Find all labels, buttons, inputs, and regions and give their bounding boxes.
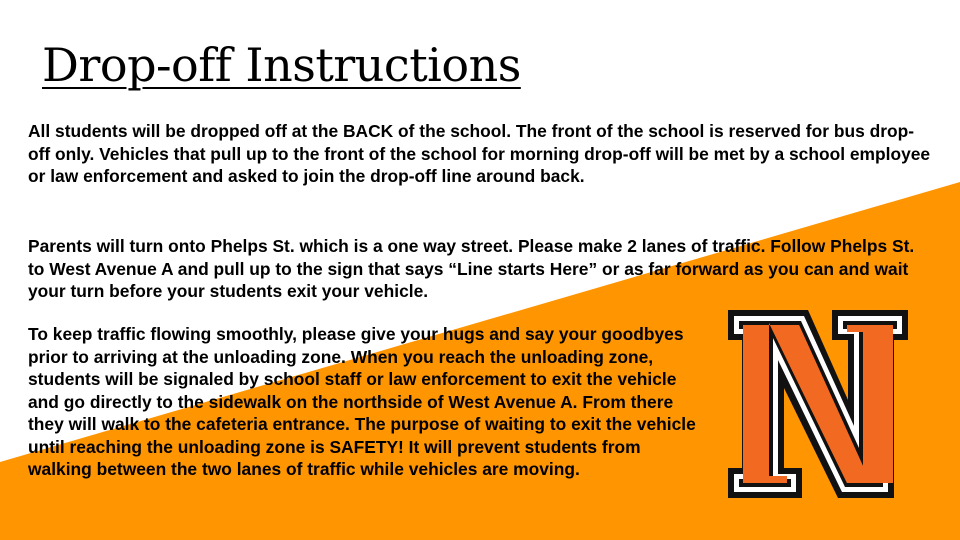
school-n-logo-icon (728, 310, 908, 498)
paragraph-back-of-school: All students will be dropped off at the BACK of the school. The front of the school is reserved for bus drop-off only. Vehicles that pull up to the front of the school for morning drop-off will be met by a school employee or law enforcement and asked to join the drop-off line around back. (28, 121, 931, 186)
paragraph-unloading-zone: To keep traffic flowing smoothly, please give your hugs and say your goodbyes prior to arriving at the unloading zone. When you reach the unloading zone, students will be signaled by school staff or law enforcement to exit the vehicle and go directly to the sidewalk on the northside of West Avenue A. From there they will walk to the cafeteria entrance. The purpose of waiting to exit the vehicle until reaching the unloading zone is SAFETY! It will prevent students from walking between the two lanes of traffic while vehicles are moving. (28, 324, 696, 479)
paragraph-phelps-street: Parents will turn onto Phelps St. which is a one way street. Please make 2 lanes of traffic. Follow Phelps St. to West Avenue A and pull up to the sign that says “Line starts Here” or as far forward as you can and wait your turn before your students exit your vehicle. (28, 236, 915, 301)
page-title: Drop-off Instructions (42, 38, 521, 92)
